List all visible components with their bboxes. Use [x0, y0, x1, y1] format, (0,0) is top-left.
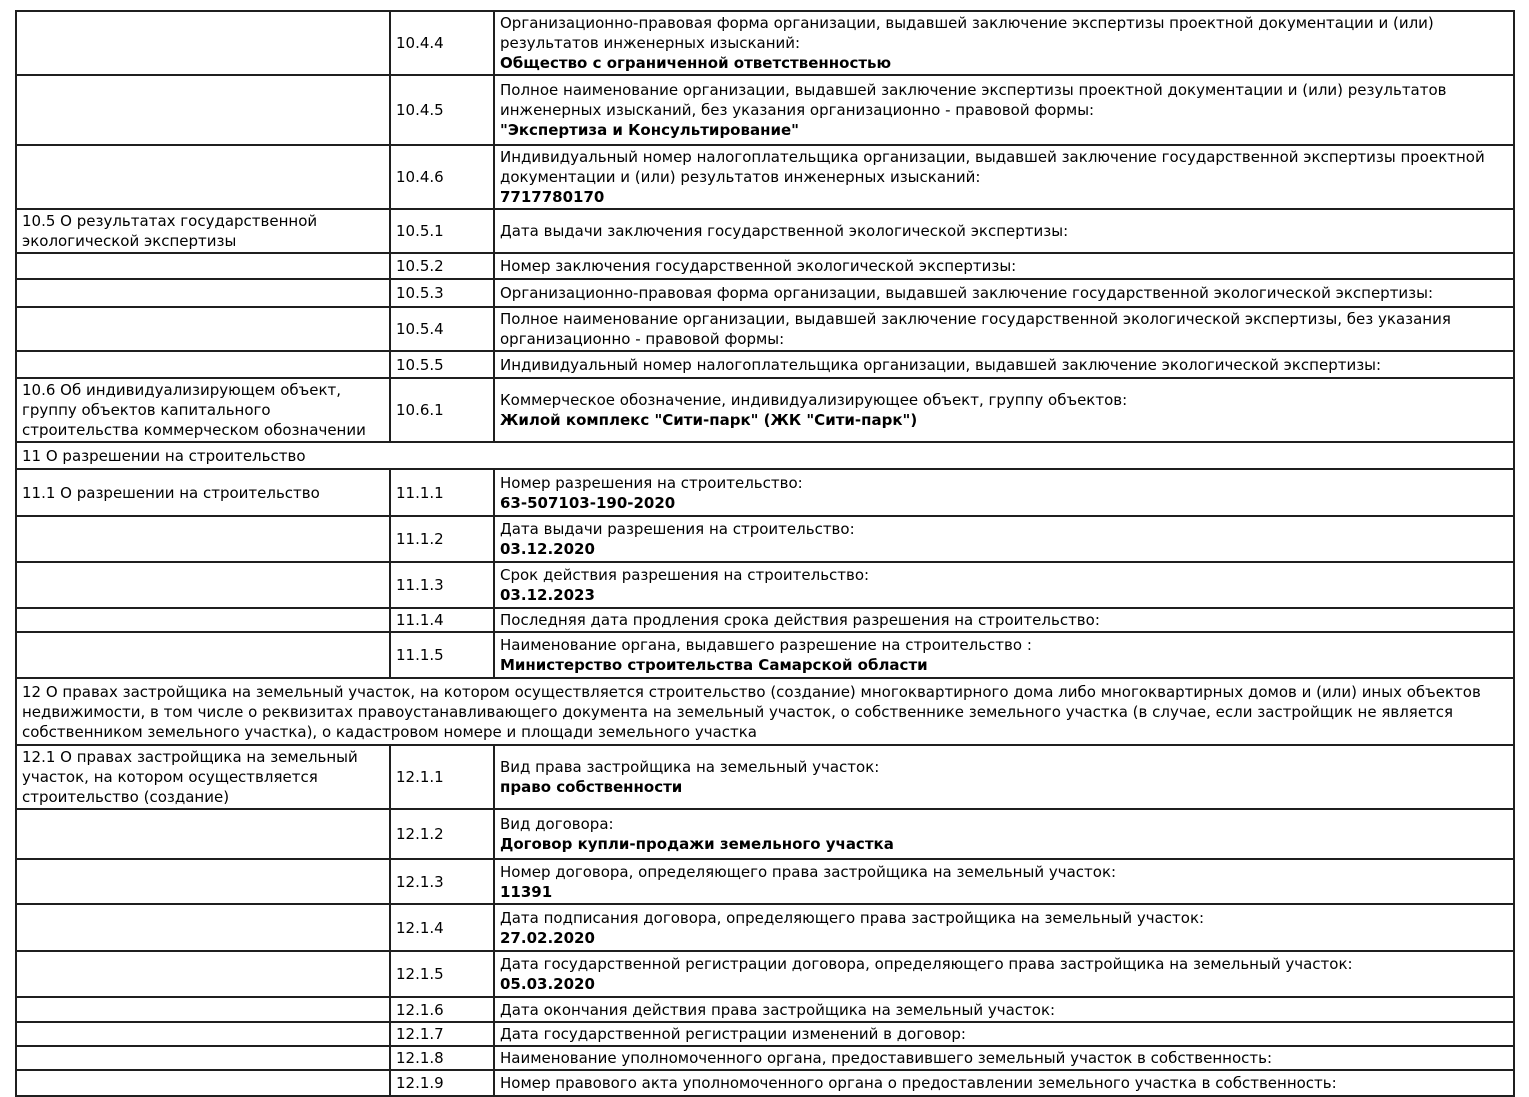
field-value: 27.02.2020 [500, 928, 595, 947]
field-label: Организационно-правовая форма организации, выдавшей заключение экспертизы проектной документации и (или) результатов инженерных изысканий: [500, 14, 1434, 52]
table-row [16, 608, 1514, 632]
field-label: Полное наименование организации, выдавшей заключение государственной экологической экспертизы, без указания организационно - правовой формы: [500, 310, 1451, 348]
table-row [16, 253, 1514, 279]
row-content-cell [494, 307, 1514, 351]
table-row [16, 209, 1514, 253]
row-section-label: 11.1 О разрешении на строительство [16, 469, 390, 516]
row-item-number: 12.1.8 [390, 1046, 494, 1070]
field-label: Индивидуальный номер налогоплательщика организации, выдавшей заключение государственной экспертизы проектной документации и (или) результатов инженерных изысканий: [500, 148, 1485, 186]
field-value: Общество с ограниченной ответственностью [500, 54, 892, 72]
table-row [16, 632, 1514, 678]
table-row [16, 279, 1514, 307]
row-item-number: 10.4.6 [390, 145, 494, 209]
row-content-cell [494, 562, 1514, 608]
row-content-cell [494, 516, 1514, 562]
row-content-cell [494, 745, 1514, 809]
field-value: право собственности [500, 778, 683, 796]
table-row [16, 307, 1514, 351]
row-section-label [16, 516, 390, 562]
row-section-label [16, 951, 390, 997]
field-label: Индивидуальный номер налогоплательщика организации, выдавшей заключение экологической экспертизы: [500, 355, 1382, 374]
field-label: Номер договора, определяющего права застройщика на земельный участок: [500, 862, 1117, 881]
field-label: Номер разрешения на строительство: [500, 473, 803, 492]
field-label: Дата подписания договора, определяющего права застройщика на земельный участок: [500, 908, 1205, 927]
row-section-label [16, 1046, 390, 1070]
table-row [16, 997, 1514, 1022]
table-row [16, 351, 1514, 378]
section-title: 12 О правах застройщика на земельный участок, на котором осуществляется строительство (создание) многоквартирного дома либо многоквартирных домов и (или) иных объектов недвижимости, в том числе о реквизитах правоустанавливающего документа на земельный участок, о собственнике земельного участка (в случае, если застройщик не является собственником земельного участка), о кадастровом номере и площади земельного участка [16, 678, 1514, 745]
row-content-cell [494, 145, 1514, 209]
row-section-label [16, 1022, 390, 1046]
table-row [16, 1046, 1514, 1070]
field-label: Дата выдачи разрешения на строительство: [500, 520, 855, 538]
row-content-cell [494, 11, 1514, 75]
document-page [15, 10, 1513, 1097]
field-label: Полное наименование организации, выдавшей заключение экспертизы проектной документации и (или) результатов инженерных изысканий, без указания организационно - правовой формы: [500, 81, 1447, 119]
row-item-number: 12.1.7 [390, 1022, 494, 1046]
row-content-cell [494, 378, 1514, 442]
field-label: Наименование уполномоченного органа, предоставившего земельный участок в собственность: [500, 1049, 1273, 1067]
row-content-cell [494, 75, 1514, 145]
table-row [16, 809, 1514, 859]
row-item-number: 10.5.4 [390, 307, 494, 351]
table-row [16, 745, 1514, 809]
table-row [16, 1022, 1514, 1046]
table-row [16, 904, 1514, 951]
field-value: 11391 [500, 882, 553, 901]
table-row [16, 145, 1514, 209]
row-item-number: 11.1.2 [390, 516, 494, 562]
row-section-label [16, 562, 390, 608]
row-item-number: 10.4.5 [390, 75, 494, 145]
row-item-number: 11.1.5 [390, 632, 494, 678]
row-section-label: 10.6 Об индивидуализирующем объект, группу объектов капитального строительства коммерческом обозначении [16, 378, 390, 442]
row-item-number: 10.5.1 [390, 209, 494, 253]
row-item-number: 10.4.4 [390, 11, 494, 75]
row-content-cell [494, 279, 1514, 307]
row-content-cell [494, 608, 1514, 632]
row-item-number: 10.5.2 [390, 253, 494, 279]
table-row [16, 951, 1514, 997]
table-row [16, 516, 1514, 562]
row-content-cell [494, 1070, 1514, 1096]
row-item-number: 11.1.3 [390, 562, 494, 608]
table-row [16, 859, 1514, 904]
row-item-number: 12.1.6 [390, 997, 494, 1022]
row-section-label [16, 145, 390, 209]
row-item-number: 10.6.1 [390, 378, 494, 442]
row-item-number: 12.1.3 [390, 859, 494, 904]
section-header-row [16, 442, 1514, 469]
field-label: Последняя дата продления срока действия разрешения на строительство: [500, 611, 1100, 629]
row-item-number: 12.1.5 [390, 951, 494, 997]
row-section-label [16, 997, 390, 1022]
field-label: Дата государственной регистрации изменений в договор: [500, 1025, 966, 1043]
row-section-label [16, 1070, 390, 1096]
row-content-cell [494, 469, 1514, 516]
field-value: 03.12.2023 [500, 586, 595, 604]
row-section-label [16, 279, 390, 307]
field-value: 7717780170 [500, 188, 605, 206]
table-row [16, 1070, 1514, 1096]
row-section-label: 12.1 О правах застройщика на земельный участок, на котором осуществляется строительство (создание) [16, 745, 390, 809]
row-item-number: 12.1.9 [390, 1070, 494, 1096]
row-item-number: 10.5.5 [390, 351, 494, 378]
row-content-cell [494, 1022, 1514, 1046]
field-label: Вид договора: [500, 815, 614, 833]
row-content-cell [494, 632, 1514, 678]
section-header-row [16, 678, 1514, 745]
field-label: Номер правового акта уполномоченного органа о предоставлении земельного участка в собственность: [500, 1074, 1337, 1092]
row-section-label [16, 11, 390, 75]
table-row [16, 469, 1514, 516]
row-section-label [16, 351, 390, 378]
row-section-label [16, 632, 390, 678]
declaration-table-body [16, 11, 1514, 1096]
field-value: Министерство строительства Самарской области [500, 656, 928, 674]
field-label: Дата государственной регистрации договора, определяющего права застройщика на земельный участок: [500, 955, 1353, 973]
field-value: Договор купли-продажи земельного участка [500, 835, 894, 853]
row-section-label [16, 608, 390, 632]
row-item-number: 12.1.2 [390, 809, 494, 859]
row-content-cell [494, 253, 1514, 279]
row-item-number: 11.1.4 [390, 608, 494, 632]
table-row [16, 562, 1514, 608]
field-value: 03.12.2020 [500, 540, 595, 558]
field-label: Вид права застройщика на земельный участок: [500, 758, 880, 776]
field-label: Организационно-правовая форма организации, выдавшей заключение государственной экологической экспертизы: [500, 284, 1434, 302]
row-section-label [16, 307, 390, 351]
row-section-label [16, 904, 390, 951]
row-content-cell [494, 351, 1514, 378]
table-row [16, 378, 1514, 442]
row-section-label [16, 253, 390, 279]
field-label: Срок действия разрешения на строительство: [500, 566, 870, 584]
field-value: Жилой комплекс "Сити-парк" (ЖК "Сити-парк") [500, 411, 918, 429]
row-section-label [16, 859, 390, 904]
row-item-number: 12.1.1 [390, 745, 494, 809]
field-value: "Экспертиза и Консультирование" [500, 121, 799, 139]
row-content-cell [494, 1046, 1514, 1070]
section-title: 11 О разрешении на строительство [16, 442, 1514, 469]
row-content-cell [494, 997, 1514, 1022]
field-label: Наименование органа, выдавшего разрешение на строительство : [500, 636, 1032, 654]
row-content-cell [494, 809, 1514, 859]
row-content-cell [494, 951, 1514, 997]
row-section-label [16, 809, 390, 859]
field-value: 63-507103-190-2020 [500, 493, 676, 512]
table-row [16, 11, 1514, 75]
row-section-label: 10.5 О результатах государственной экологической экспертизы [16, 209, 390, 253]
row-item-number: 11.1.1 [390, 469, 494, 516]
row-item-number: 10.5.3 [390, 279, 494, 307]
project-declaration-table [15, 10, 1515, 1097]
row-section-label [16, 75, 390, 145]
field-label: Дата окончания действия права застройщика на земельный участок: [500, 1000, 1056, 1019]
field-value: 05.03.2020 [500, 975, 595, 993]
field-label: Коммерческое обозначение, индивидуализирующее объект, группу объектов: [500, 391, 1128, 409]
row-content-cell [494, 209, 1514, 253]
row-content-cell [494, 904, 1514, 951]
field-label: Номер заключения государственной экологической экспертизы: [500, 257, 1017, 275]
row-item-number: 12.1.4 [390, 904, 494, 951]
row-content-cell [494, 859, 1514, 904]
table-row [16, 75, 1514, 145]
field-label: Дата выдачи заключения государственной экологической экспертизы: [500, 222, 1069, 240]
